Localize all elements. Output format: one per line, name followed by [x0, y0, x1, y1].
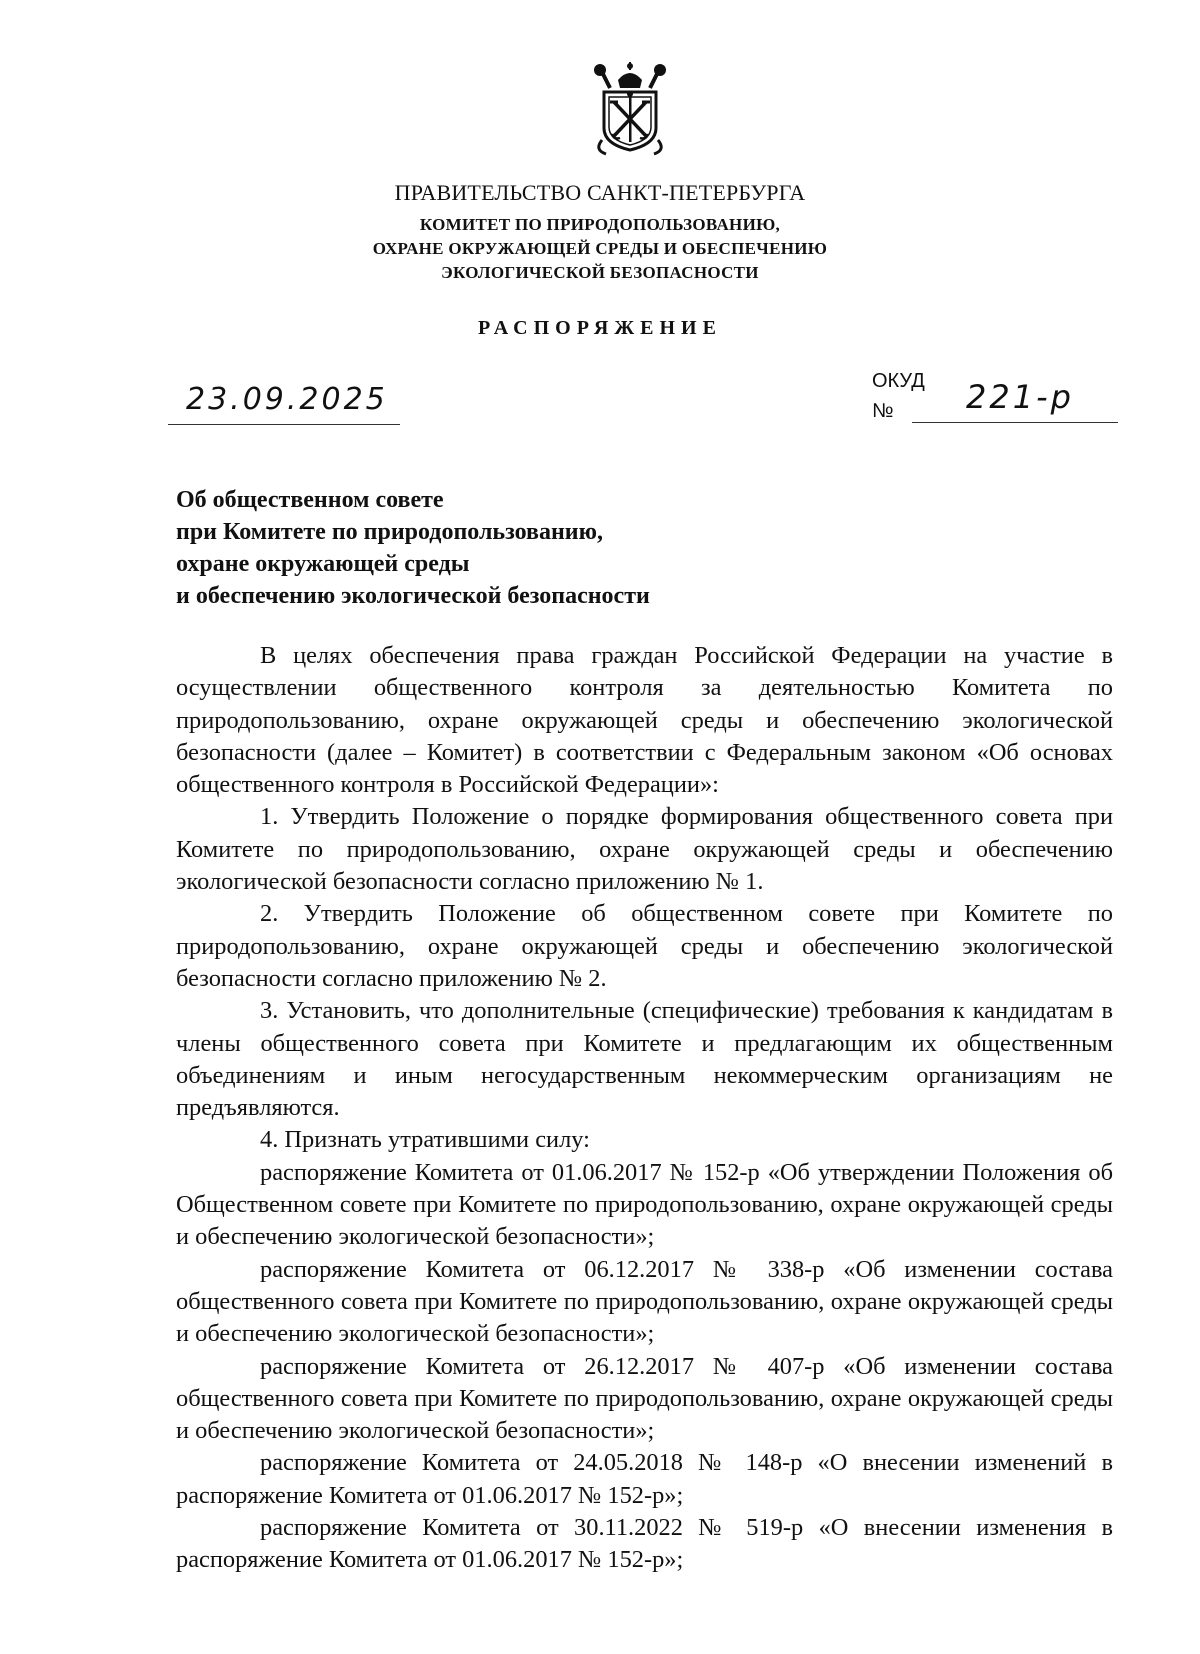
- title-line: Об общественном совете: [176, 487, 444, 513]
- handwritten-date: 23.09.2025: [186, 382, 388, 417]
- document-type-heading: РАСПОРЯЖЕНИЕ: [478, 317, 722, 339]
- item-1-paragraph: 1. Утвердить Положение о порядке формирования общественного совета при Комитете по природопользованию, охране окружающей среды и обеспечению экологической безопасности согласно приложению № 1.: [176, 803, 1113, 896]
- document-body: [176, 640, 1113, 1577]
- repealed-order-item: распоряжение Комитета от 06.12.2017 № 338-р «Об изменении состава общественного совета при Комитете по природопользованию, охране окружающей среды и обеспечению экологической безопасности»;: [176, 1255, 1113, 1348]
- repealed-order-item: распоряжение Комитета от 24.05.2018 № 148-р «О внесении изменений в распоряжение Комитета от 01.06.2017 № 152-р»;: [176, 1449, 1113, 1509]
- preamble-paragraph: В целях обеспечения права граждан Российской Федерации на участие в осуществлении общественного контроля за деятельностью Комитета по природопользованию, охране окружающей среды и обеспечению экологической безопасности (далее – Комитет) в соответствии с Федеральным законом «Об основах общественного контроля в Российской Федерации»:: [176, 642, 1113, 799]
- item-4-paragraph: 4. Признать утратившими силу:: [260, 1126, 590, 1154]
- handwritten-number: 221-р: [966, 378, 1074, 416]
- repealed-order-item: распоряжение Комитета от 30.11.2022 № 519-р «О внесении изменения в распоряжение Комитета от 01.06.2017 № 152-р»;: [176, 1514, 1113, 1574]
- number-label: №: [872, 400, 894, 422]
- document-number-field: [912, 376, 1118, 423]
- repealed-order-item: распоряжение Комитета от 26.12.2017 № 407-р «Об изменении состава общественного совета при Комитете по природопользованию, охране окружающей среды и обеспечению экологической безопасности»;: [176, 1352, 1113, 1445]
- title-line: при Комитете по природопользованию,: [176, 519, 603, 545]
- government-heading: ПРАВИТЕЛЬСТВО САНКТ-ПЕТЕРБУРГА: [394, 180, 806, 205]
- st-petersburg-coat-of-arms-icon: [580, 58, 680, 158]
- committee-name-line-2: ОХРАНЕ ОКРУЖАЮЩЕЙ СРЕДЫ И ОБЕСПЕЧЕНИЮ: [372, 239, 828, 258]
- item-3-paragraph: 3. Установить, что дополнительные (специфические) требования к кандидатам в члены общественного совета при Комитете и предлагающим их общественным объединениям и иным негосударственным некоммерческим организациям не предъявляются.: [176, 997, 1113, 1122]
- okud-label: ОКУД: [872, 370, 925, 392]
- document-date-field: [168, 378, 400, 425]
- title-line: охране окружающей среды: [176, 551, 470, 577]
- committee-name-line-3: ЭКОЛОГИЧЕСКОЙ БЕЗОПАСНОСТИ: [441, 263, 759, 282]
- repealed-order-item: распоряжение Комитета от 01.06.2017 № 152-р «Об утверждении Положения об Общественном совете при Комитете по природопользованию, охране окружающей среды и обеспечению экологической безопасности»;: [176, 1158, 1113, 1251]
- committee-name-line-1: КОМИТЕТ ПО ПРИРОДОПОЛЬЗОВАНИЮ,: [419, 215, 781, 234]
- title-line: и обеспечению экологической безопасности: [176, 583, 650, 609]
- document-title: [176, 484, 816, 612]
- item-2-paragraph: 2. Утвердить Положение об общественном совете при Комитете по природопользованию, охране окружающей среды и обеспечению экологической безопасности согласно приложению № 2.: [176, 900, 1113, 992]
